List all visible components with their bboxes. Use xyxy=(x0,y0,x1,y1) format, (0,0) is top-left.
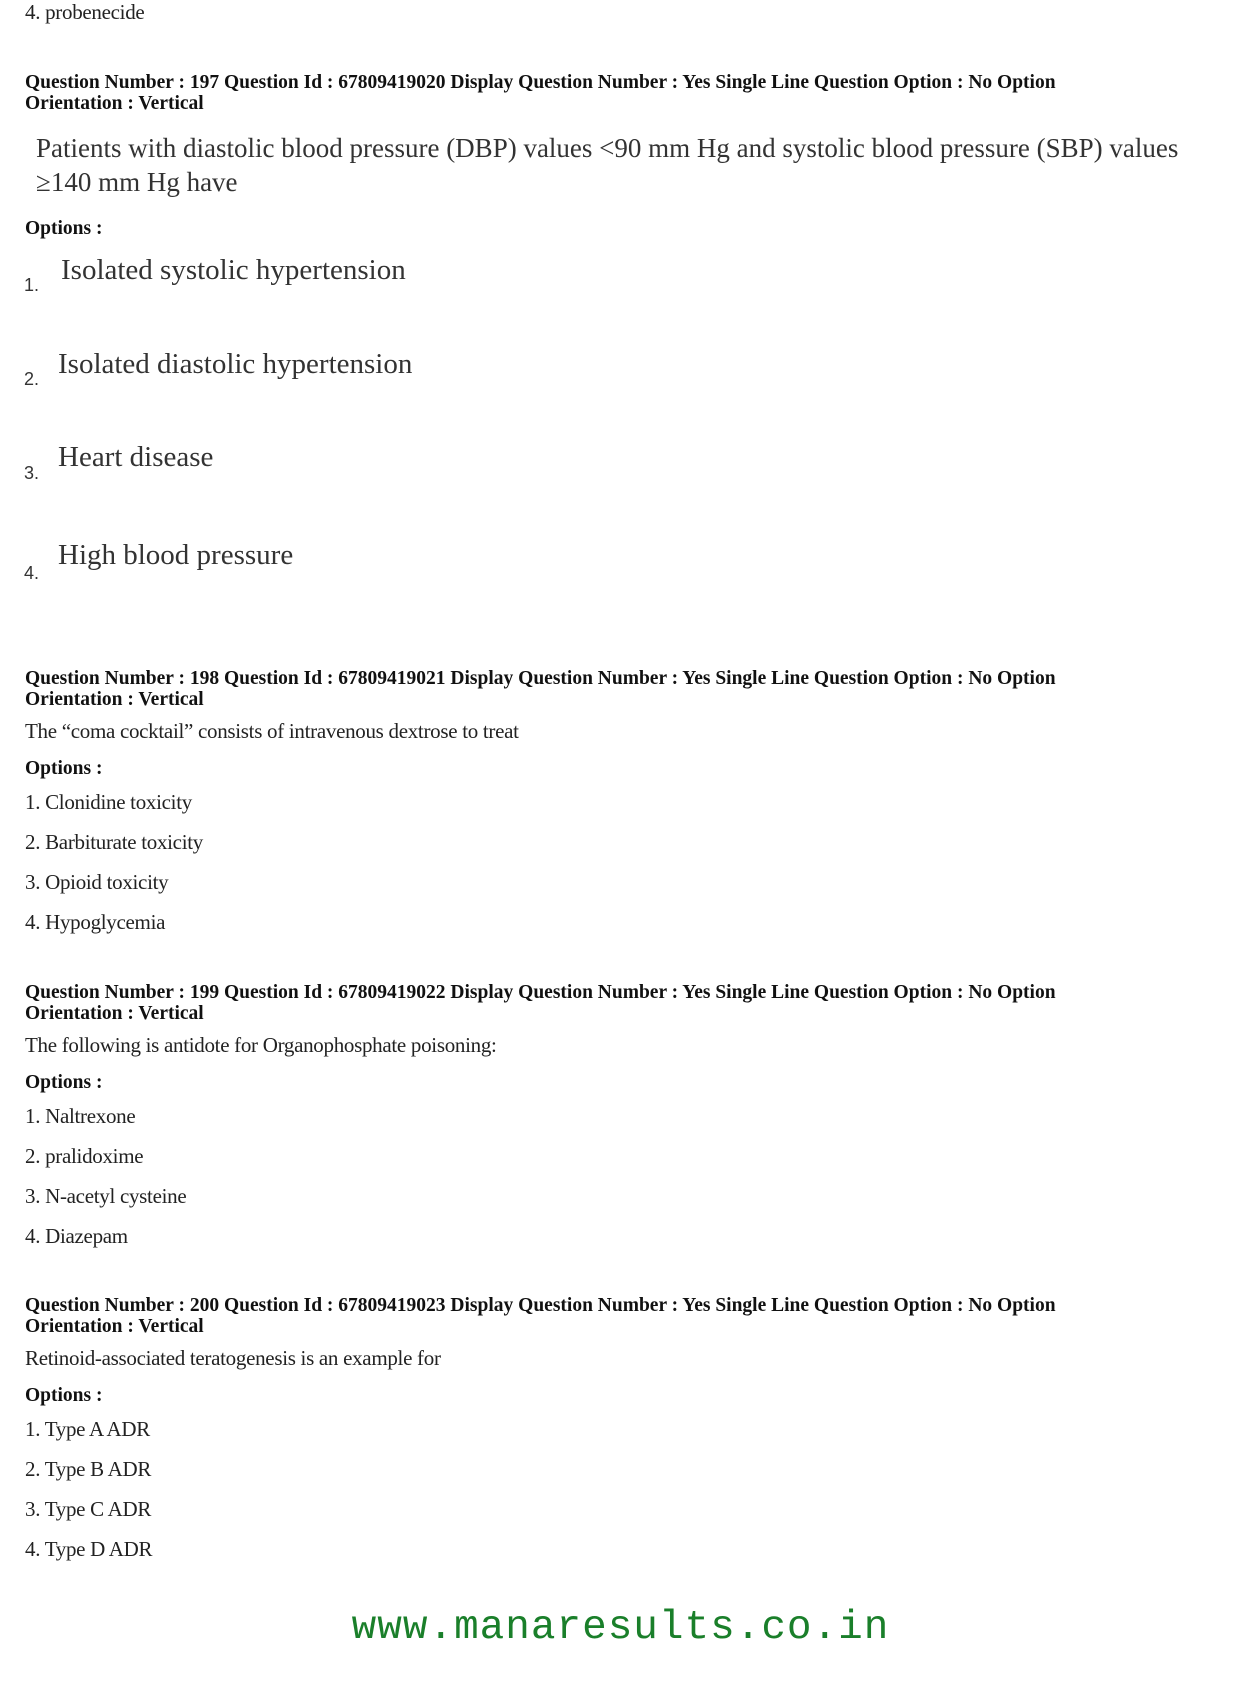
option-item: 2. Type B ADR xyxy=(25,1457,152,1481)
question-197-meta xyxy=(25,72,1225,114)
question-meta-line: Question Number : 197 Question Id : 67809419020 Display Question Number : Yes Single Line Question Option : No Option xyxy=(25,72,1056,93)
question-200-meta xyxy=(25,1295,1225,1337)
question-198-text: The “coma cocktail” consists of intravenous dextrose to treat xyxy=(25,719,519,743)
option-text: Isolated diastolic hypertension xyxy=(58,348,413,380)
option-number: 1. xyxy=(24,275,40,295)
options-label: Options : xyxy=(25,218,103,239)
option-item: 4. Hypoglycemia xyxy=(25,910,166,934)
question-197-text: Patients with diastolic blood pressure (DBP) values <90 mm Hg and systolic blood pressure (SBP) values ≥140 mm Hg have xyxy=(36,133,1179,197)
option-text: Isolated systolic hypertension xyxy=(61,254,406,286)
question-199-text: The following is antidote for Organophosphate poisoning: xyxy=(25,1033,497,1057)
option-item: 3. Opioid toxicity xyxy=(25,870,169,894)
question-meta-line: Question Number : 198 Question Id : 67809419021 Display Question Number : Yes Single Line Question Option : No Option xyxy=(25,668,1056,689)
option-number: 2. xyxy=(24,369,40,389)
option-item: 1. Type A ADR xyxy=(25,1417,150,1441)
option-item: 2. Barbiturate toxicity xyxy=(25,830,203,854)
question-198-meta xyxy=(25,668,1225,710)
question-meta-line: Orientation : Vertical xyxy=(25,1003,204,1024)
question-meta-line: Orientation : Vertical xyxy=(25,93,204,114)
option-item: 1. Clonidine toxicity xyxy=(25,790,192,814)
question-meta-line: Question Number : 200 Question Id : 67809419023 Display Question Number : Yes Single Line Question Option : No Option xyxy=(25,1295,1056,1316)
option-number: 4. xyxy=(24,563,40,583)
options-label: Options : xyxy=(25,1072,103,1093)
question-meta-line: Orientation : Vertical xyxy=(25,689,204,710)
previous-option-fragment: 4. probenecide xyxy=(25,0,145,24)
question-200-text: Retinoid-associated teratogenesis is an example for xyxy=(25,1346,441,1370)
option-item: 2. pralidoxime xyxy=(25,1144,144,1168)
option-text: High blood pressure xyxy=(58,539,294,571)
option-item: 3. N-acetyl cysteine xyxy=(25,1184,187,1208)
option-item: 4. Diazepam xyxy=(25,1224,128,1248)
options-label: Options : xyxy=(25,758,103,779)
options-label: Options : xyxy=(25,1385,103,1406)
question-meta-line: Question Number : 199 Question Id : 67809419022 Display Question Number : Yes Single Line Question Option : No Option xyxy=(25,982,1056,1003)
option-item: 3. Type C ADR xyxy=(25,1497,152,1521)
footer-website-url: www.manaresults.co.in xyxy=(351,1605,890,1651)
option-text: Heart disease xyxy=(58,441,214,473)
question-meta-line: Orientation : Vertical xyxy=(25,1316,204,1337)
option-item: 1. Naltrexone xyxy=(25,1104,136,1128)
question-199-meta xyxy=(25,982,1225,1024)
option-number: 3. xyxy=(24,463,40,483)
option-item: 4. Type D ADR xyxy=(25,1537,153,1561)
